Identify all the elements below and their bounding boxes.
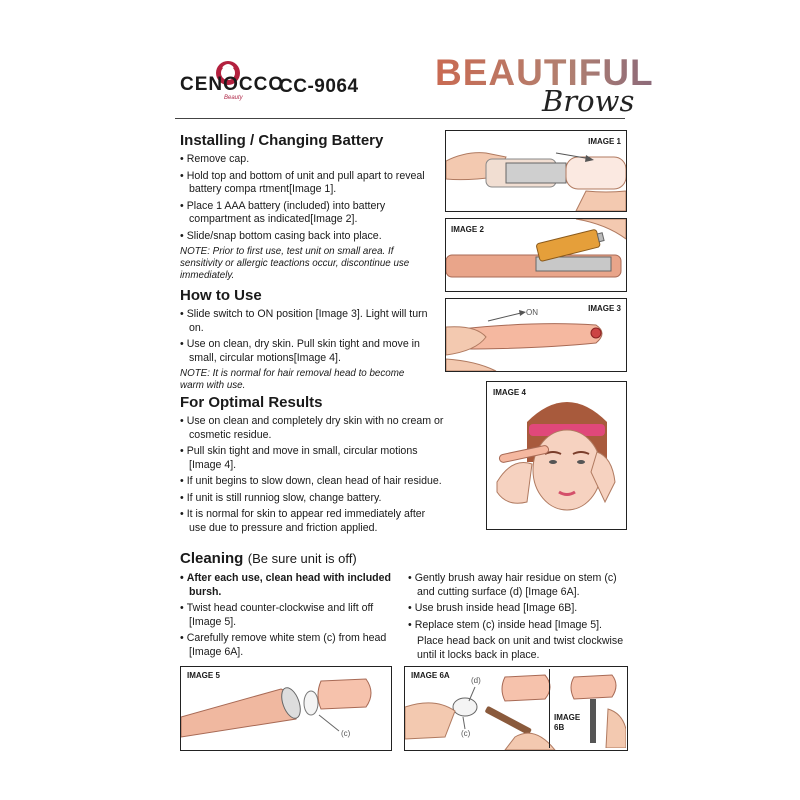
how-to-use-section	[180, 287, 430, 392]
on-label: ON	[526, 308, 538, 317]
model-number: CC-9064	[279, 76, 359, 97]
list-item: • Place 1 AAA battery (included) into battery compartment as indicated[Image 2].	[180, 200, 430, 227]
image-6b-label	[554, 713, 580, 733]
list-item: • Replace stem (c) inside head [Image 5].	[408, 619, 628, 633]
brand-name: CENOCCO	[180, 74, 285, 95]
brand-subtitle: Beauty	[224, 95, 243, 101]
image-2-label: IMAGE 2	[451, 225, 484, 234]
list-item: • Hold top and bottom of unit and pull apart to reveal battery compa rtment[Image 1].	[180, 170, 430, 197]
image-6b-label-line2: 6B	[554, 723, 565, 732]
cleaning-heading-note: (Be sure unit is off)	[247, 551, 357, 566]
image-6b-label-line1: IMAGE	[554, 713, 581, 722]
face-application-illustration	[487, 382, 626, 529]
list-item: • If unit is still runniog slow, change battery.	[180, 492, 445, 506]
list-item: • Gently brush away hair residue on stem (c) and cutting surface (d) [Image 6A].	[408, 572, 628, 599]
optimal-section	[180, 394, 445, 538]
cleaning-right-list	[408, 572, 628, 632]
stem-c-label: (c)	[341, 729, 351, 738]
list-item: • Remove cap.	[180, 153, 430, 167]
image-5-panel	[180, 666, 392, 751]
how-to-use-note: NOTE: It is normal for hair removal head to become warm with use.	[180, 368, 405, 391]
cleaning-right	[408, 572, 628, 662]
list-item: • After each use, clean head with included bursh.	[180, 572, 395, 599]
list-item: • It is normal for skin to appear red immediately after use due to pressure and friction applied.	[180, 508, 445, 535]
list-item: • If unit begins to slow down, clean head of hair residue.	[180, 475, 445, 489]
cleaning-left-list	[180, 572, 395, 659]
image-1-label: IMAGE 1	[588, 137, 621, 146]
list-item: • Slide/snap bottom casing back into place.	[180, 230, 430, 244]
how-to-use-heading: How to Use	[180, 287, 262, 304]
image-3-panel	[445, 298, 627, 372]
image-4-label: IMAGE 4	[493, 388, 526, 397]
image-5-label: IMAGE 5	[187, 671, 220, 680]
cleaning-continuation: Place head back on unit and twist clockwise until it locks back in place.	[417, 635, 624, 661]
installing-note: NOTE: Prior to first use, test unit on small area. If sensitivity or allergic teactions occur, discontinue use immediately.	[180, 246, 410, 281]
list-item: • Use on clean and completely dry skin with no cream or cosmetic residue.	[180, 415, 445, 442]
list-item: • Slide switch to ON position [Image 3]. Light will turn on.	[180, 308, 430, 335]
installing-heading: Installing / Changing Battery	[180, 132, 384, 149]
image-1-panel	[445, 130, 627, 212]
stem-c-label: (c)	[461, 729, 471, 738]
image-3-label: IMAGE 3	[588, 304, 621, 313]
cleaning-left	[180, 572, 395, 662]
how-to-use-list	[180, 308, 430, 365]
cleaning-heading: Cleaning	[180, 550, 244, 567]
product-title: BEAUTIFUL	[435, 52, 654, 93]
list-item: • Twist head counter-clockwise and lift off [Image 5].	[180, 602, 395, 629]
image-6a-label: IMAGE 6A	[411, 671, 450, 680]
product-title-script: Brows	[542, 84, 635, 118]
surface-d-label: (d)	[471, 676, 481, 685]
list-item: • Pull skin tight and move in small, circular motions [Image 4].	[180, 445, 445, 472]
installing-section	[180, 132, 430, 282]
image-6a-panel	[404, 666, 628, 751]
installing-list	[180, 153, 430, 243]
header-divider	[175, 118, 625, 119]
image-6b-panel	[549, 669, 626, 748]
list-item: • Use brush inside head [Image 6B].	[408, 602, 628, 616]
cleaning-heading-row	[180, 550, 357, 568]
list-item: • Carefully remove white stem (c) from head [Image 6A].	[180, 632, 395, 659]
brush-head-illustration	[550, 669, 626, 748]
image-2-panel	[445, 218, 627, 292]
optimal-list	[180, 415, 445, 535]
image-4-panel	[486, 381, 627, 530]
list-item: • Use on clean, dry skin. Pull skin tight and move in small, circular motions[Image 4].	[180, 338, 430, 365]
optimal-heading: For Optimal Results	[180, 394, 323, 411]
